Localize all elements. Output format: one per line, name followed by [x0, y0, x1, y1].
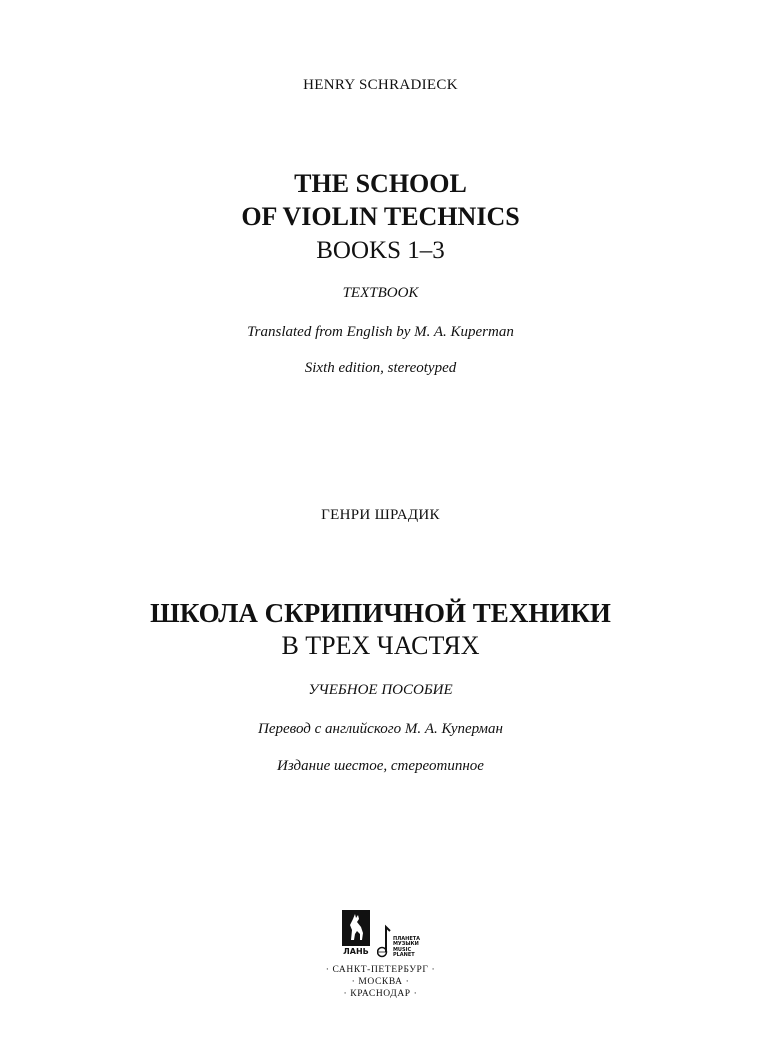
english-translation-credit: Translated from English by M. A. Kuperman: [247, 324, 514, 340]
english-title-line2: OF VIOLIN TECHNICS: [241, 202, 520, 231]
russian-title: ШКОЛА СКРИПИЧНОЙ ТЕХНИКИ: [150, 598, 611, 628]
lan-logo-text: ЛАНЬ: [343, 947, 369, 956]
doe-icon: [342, 910, 370, 946]
russian-edition: Издание шестое, стереотипное: [277, 758, 484, 774]
russian-genre: УЧЕБНОЕ ПОСОБИЕ: [308, 682, 453, 698]
music-note-icon: [377, 924, 391, 958]
city-saint-petersburg: · САНКТ-ПЕТЕРБУРГ ·: [325, 965, 436, 975]
city-krasnodar: · КРАСНОДАР ·: [343, 989, 418, 999]
planet-logo-line-4: PLANET: [392, 951, 415, 958]
publisher-logos: [341, 908, 420, 958]
english-genre: TEXTBOOK: [342, 285, 419, 301]
publisher-block: [0, 908, 761, 1000]
planet-logo-line-2: МУЗЫКИ: [392, 941, 419, 948]
music-planet-text: [393, 937, 420, 958]
city-moscow: · МОСКВА ·: [351, 977, 410, 987]
planet-logo-line-1: ПЛАНЕТА: [392, 936, 421, 942]
russian-translation-credit: Перевод с английского М. А. Куперман: [258, 721, 503, 737]
planet-logo-line-3: MUSIC: [392, 946, 412, 953]
english-subtitle: BOOKS 1–3: [316, 237, 445, 264]
lan-publisher-logo: [341, 910, 371, 958]
english-edition: Sixth edition, stereotyped: [304, 360, 457, 376]
russian-subtitle: В ТРЕХ ЧАСТЯХ: [281, 631, 480, 660]
russian-author: ГЕНРИ ШРАДИК: [321, 507, 440, 523]
english-title-line1: THE SCHOOL: [294, 169, 467, 198]
music-planet-logo: [377, 918, 420, 958]
english-author: HENRY SCHRADIECK: [303, 77, 458, 93]
publisher-cities: [0, 964, 761, 1000]
